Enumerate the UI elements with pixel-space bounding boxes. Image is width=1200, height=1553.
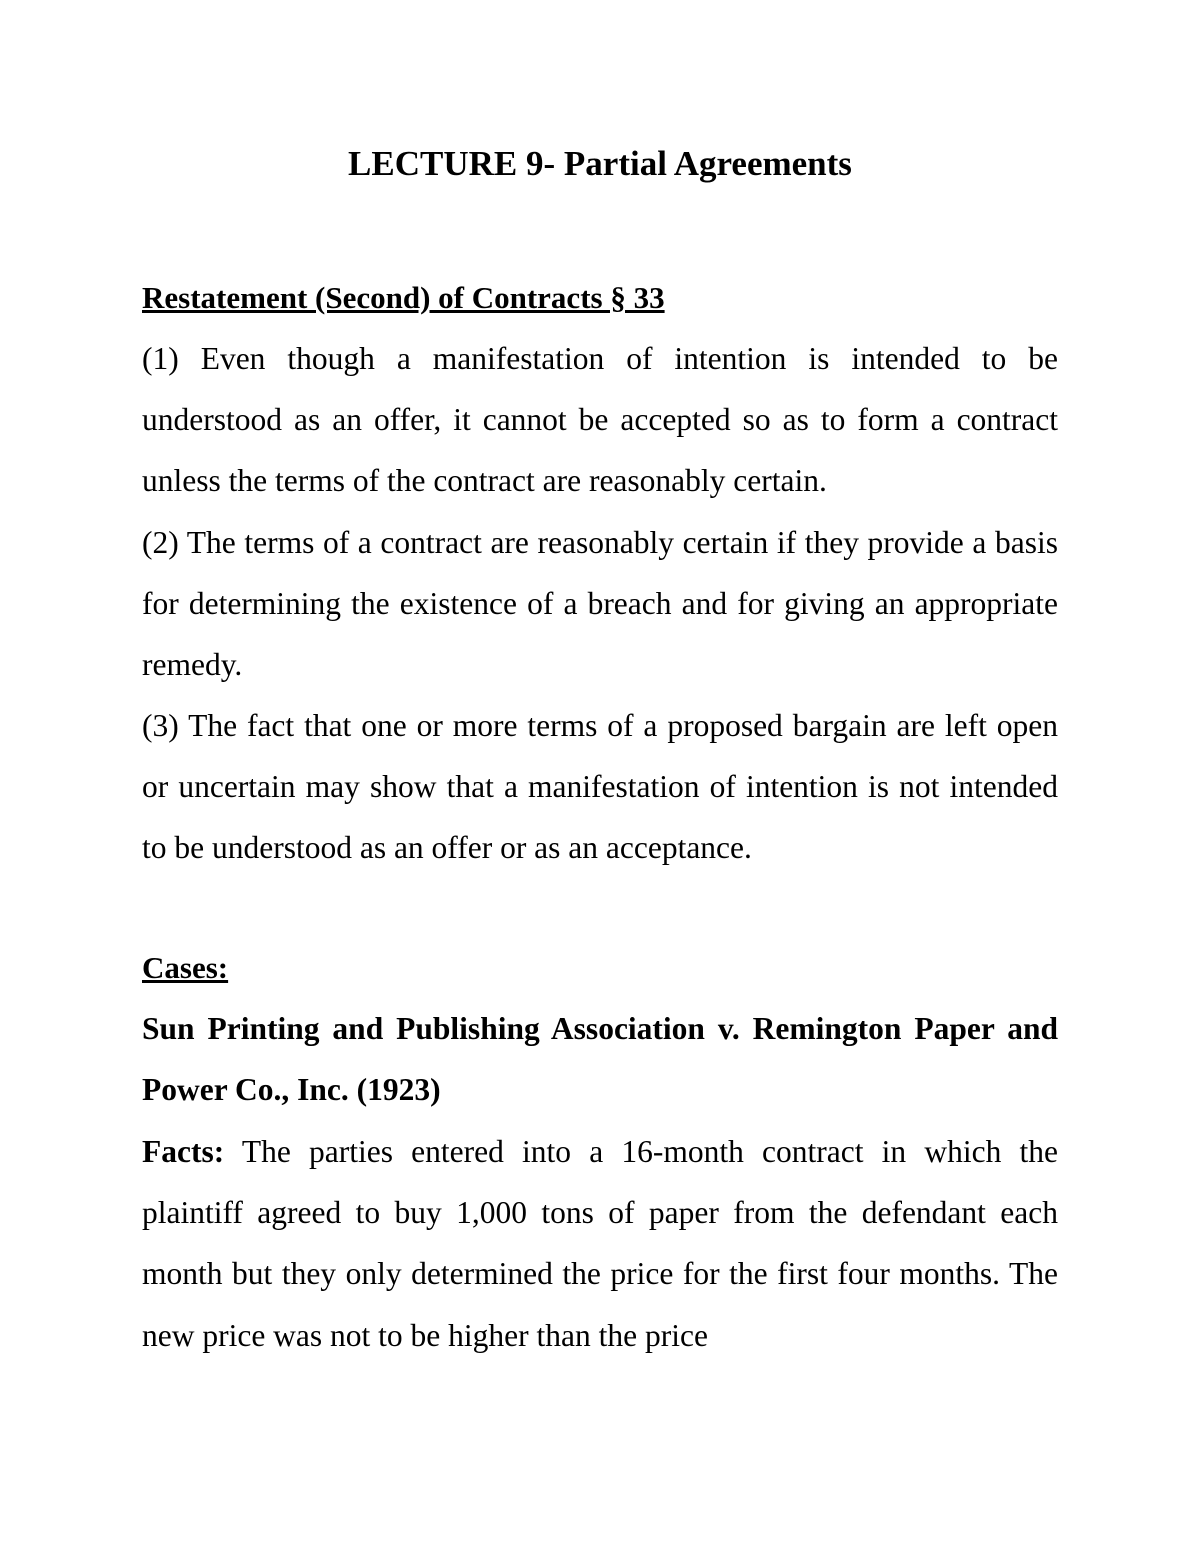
clause-2: (2) The terms of a contract are reasonably certain if they provide a basis for determining the existence of a breach and for giving an appropriate remedy. [142,525,1058,683]
case-name: Sun Printing and Publishing Association v. Remington Paper and Power Co., Inc. (1923) [142,1011,1058,1108]
clause-1: (1) Even though a manifestation of intention is intended to be understood as an offer, it cannot be accepted so as to form a contract unless the terms of the contract are reasonably certain. [142,341,1058,499]
page-title: LECTURE 9- Partial Agreements [348,144,852,183]
facts-label: Facts: [142,1134,225,1169]
clause-3: (3) The fact that one or more terms of a proposed bargain are left open or uncertain may show that a manifestation of intention is not intended to be understood as an offer or as an acceptance. [142,708,1058,866]
facts-text: The parties entered into a 16-month contract in which the plaintiff agreed to buy 1,000 tons of paper from the defendant each month but they only determined the price for the first four months. The new price was not to be higher than the price [142,1134,1058,1353]
cases-heading: Cases: [142,950,229,985]
case-facts [142,1121,1058,1366]
restatement-heading: Restatement (Second) of Contracts § 33 [142,280,665,315]
